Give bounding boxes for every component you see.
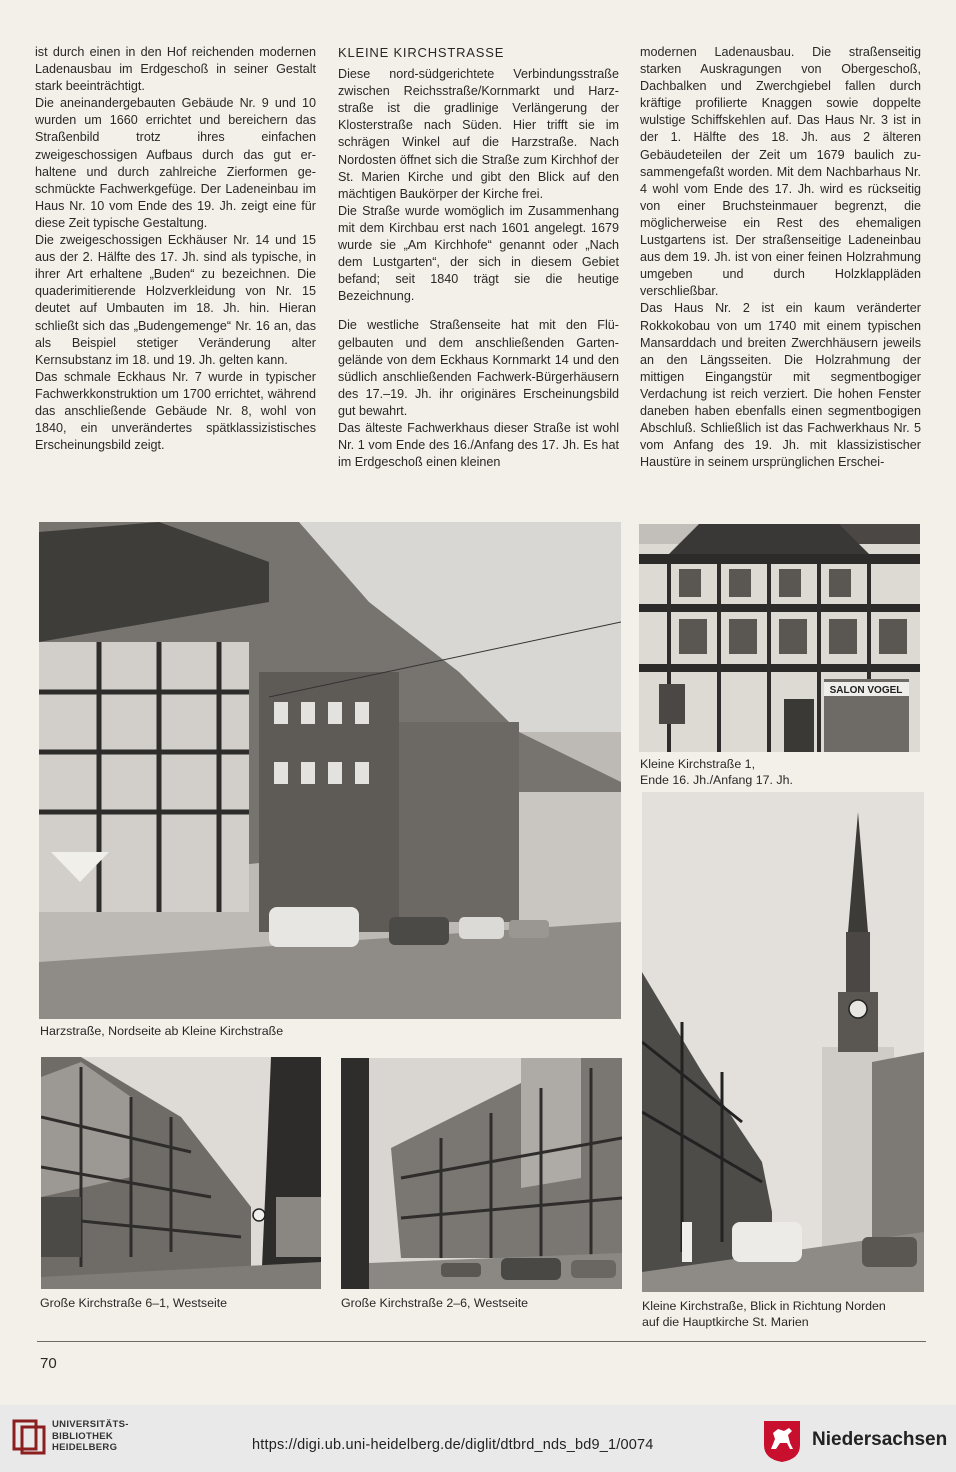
paragraph: Diese nord-südgerichtete Verbindungsstraße zwischen Reichsstraße/Kornmarkt und Harzstraße ist die gradlinige Verlängerung der Klosterstraße nach Süden. Hier trifft sie im schrägen Winkel auf die Harzstraße. Nach Nordosten öffnet sich die Straße zum Kirchhof der St. Marien Kirche und gibt den Blick auf den mächtigen Baukörper der Kirche frei.	[338, 67, 619, 201]
digitization-footer	[0, 1405, 956, 1472]
caption-line: Kleine Kirchstraße, Blick in Richtung Norden	[642, 1299, 886, 1313]
library-name-line: BIBLIOTHEK	[52, 1430, 114, 1442]
text-column-3	[640, 44, 921, 471]
section-heading: KLEINE KIRCHSTRASSE	[338, 45, 505, 60]
caption-line: Kleine Kirchstraße 1,	[640, 757, 756, 771]
caption-line: Ende 16. Jh./Anfang 17. Jh.	[640, 773, 793, 787]
paragraph: Das schmale Eckhaus Nr. 7 wurde in typischer Fachwerkkonstruktion um 1700 errichtet, während das anschließende Gebäude Nr. 8, wohl von 1840, ein unverändertes spätklassizistisches Erscheinungsbild zeigt.	[35, 369, 316, 453]
partner-name: Niedersachsen	[812, 1429, 948, 1450]
library-name	[52, 1419, 129, 1454]
paragraph: Die zweigeschossigen Eckhäuser Nr. 14 und 15 aus der 2. Hälfte des 17. Jh. sind als typische, in ihrer Art erhaltene „Buden“ zu bezeichnen. Die quaderimitierende Holzverkleidung von Nr. 15 deutet auf Umbauten im 18. Jh. hin. Hieran schließt sich das „Budengemenge“ Nr. 16 an, das als Beispiel stetiger Veränderung alter Kernsubstanz im 18. und 19. Jh. gelten kann.	[35, 233, 316, 367]
caption-blick-st-marien	[642, 1298, 886, 1330]
photo-grosse-kirchstrasse-2-6	[341, 1058, 622, 1289]
library-name-line: UNIVERSITÄTS-	[52, 1419, 129, 1430]
caption-line: auf die Hauptkirche St. Marien	[642, 1315, 809, 1329]
text-column-2	[338, 44, 619, 471]
paragraph: Die Straße wurde womöglich im Zusammenhang mit dem Kirchbau erst nach 1601 angelegt. 1679 wurde sie „Am Kirchhofe“ genannt oder „Nach dem Lustgarten“, der sich in diesem Gebiet befand; seit 1840 trägt sie die heutige Bezeichnung.	[338, 203, 619, 304]
paragraph: Die westliche Straßenseite hat mit den Flügelbauten und dem anschließenden Gartengelände von dem Eckhaus Kornmarkt 14 und den südlich anschließenden Fachwerk-Bürgerhäusern des 17.–19. Jh. ihr originäres Erscheinungsbild gut bewahrt.	[338, 318, 619, 418]
page-number: 70	[40, 1355, 57, 1372]
footer-rule	[37, 1341, 926, 1342]
paragraph: Das Haus Nr. 2 ist ein kaum veränderter Rokkokobau von um 1740 mit einem typischen Mansarddach und breiten Zwerchhäusern jeweils an den Längsseiten. Die Holzrahmung der mittigen Eingangstür mit segmentbogiger Verdachung ist reich verziert. Die hohen Fenster daneben haben ebenfalls einen segmentbogigen Abschluß. Schließlich ist das Fachwerkhaus Nr. 5 vom Anfang des 19. Jh. mit klassizistischer Haustüre in seinem ursprünglichen Erschei-	[640, 301, 921, 470]
niedersachsen-horse-logo-icon[interactable]	[762, 1419, 802, 1463]
caption-grosse-kirchstrasse-2-6: Große Kirchstraße 2–6, Westseite	[341, 1296, 529, 1310]
paragraph: ist durch einen in den Hof reichenden modernen Ladenausbau im Erdgeschoß in seiner Gestalt stark beeinträchtigt.	[35, 45, 316, 94]
paragraph: Das älteste Fachwerkhaus dieser Straße ist wohl Nr. 1 vom Ende des 16./Anfang des 17. Jh. Es hat im Erdgeschoß einen kleinen	[338, 420, 619, 470]
caption-kleine-kirchstrasse-1	[640, 756, 793, 788]
paragraph: Die aneinandergebauten Gebäude Nr. 9 und 10 wurden um 1660 errichtet und bereichern das Straßenbild trotz ihres einfachen zweigeschossigen Aufbaus durch das gut erhaltene und durch zahlreiche Zierformen geschmückte Fachwerkgefüge. Der Ladeneinbau im Haus Nr. 10 vom Ende des 19. Jh. zeigt eine für diese Zeit typische Gestaltung.	[35, 96, 316, 230]
university-library-logo-icon[interactable]	[12, 1417, 46, 1455]
photo-grosse-kirchstrasse-6-1	[41, 1057, 321, 1289]
library-name-line: HEIDELBERG	[52, 1442, 118, 1453]
caption-harzstrasse: Harzstraße, Nordseite ab Kleine Kirchstraße	[40, 1024, 284, 1038]
photo-blick-st-marien	[642, 792, 924, 1292]
paragraph: modernen Ladenausbau. Die straßenseitig starken Auskragungen von Obergeschoß, Dachbalken und Zwerchgiebel fallen durch kräftige profilierte Knaggen sowie doppelte wulstige Schiffskehlen auf. Das Haus Nr. 3 ist in der 1. Hälfte des 18. Jh. aus 2 älteren Gebäudeteilen der Zeit um 1679 baulich zusammengefaßt worden. Mit dem Nachbarhaus Nr. 4 wohl vom Ende des 17. Jh. wird es rückseitig von einer Bruchsteinmauer begrenzt, die möglicherweise ein Rest des ehemaligen Lustgartens ist. Der straßenseitige Ladeneinbau aus dem 19. Jh. ist von einer feinen Holzrahmung umgeben und durch Holzklappläden verschließbar.	[640, 45, 921, 299]
photo-harzstrasse	[39, 522, 621, 1019]
caption-grosse-kirchstrasse-6-1: Große Kirchstraße 6–1, Westseite	[40, 1296, 228, 1310]
permalink-url[interactable]: https://digi.ub.uni-heidelberg.de/diglit/dtbrd_nds_bd9_1/0074	[252, 1437, 654, 1453]
photo-kleine-kirchstrasse-1	[639, 524, 920, 752]
shop-sign: SALON VOGEL	[829, 685, 903, 696]
text-column-1	[35, 44, 316, 454]
